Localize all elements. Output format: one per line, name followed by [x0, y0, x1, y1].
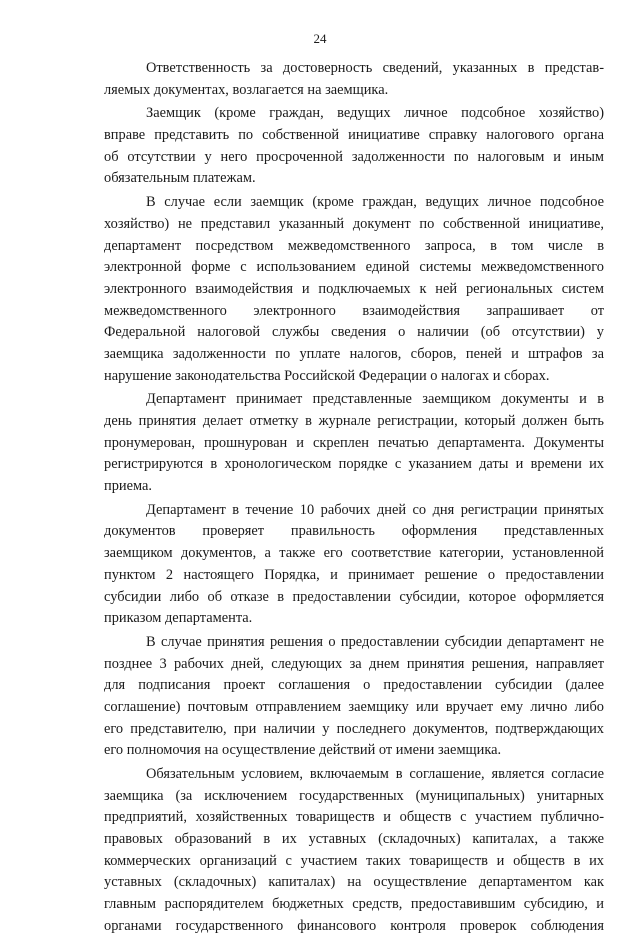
paragraph-line: Департамент принимает представленные заемщиком документы и в [146, 391, 604, 408]
paragraph-line: документов проверяет правильность оформления представленных [104, 523, 604, 540]
paragraph-line: пронумерован, прошнурован и скреплен печатью департамента. Документы [104, 434, 604, 451]
paragraph-line: хозяйство) не представил указанный документ по собственной инициативе, [104, 215, 604, 232]
paragraph-line: Обязательным условием, включаемым в соглашение, является согласие [146, 766, 604, 782]
paragraph-line: Ответственность за достоверность сведений, указанных в представ- [146, 60, 604, 76]
paragraph-line: Федеральной налоговой службы сведения о наличии (об отсутствии) у [104, 324, 604, 341]
paragraph [104, 58, 604, 101]
paragraph-line: позднее 3 рабочих дней, следующих за днем принятия решения, направляет [104, 655, 604, 672]
paragraph-line: правовых образований в их уставных (складочных) капиталах, а также [104, 831, 604, 848]
paragraph-line: В случае принятия решения о предоставлении субсидии департамент не [146, 633, 604, 650]
paragraph-line: электронной форме с использованием единой системы межведомственного [104, 259, 604, 276]
paragraph-line: заемщиком документов, а также его соответствие категории, установленной [104, 545, 604, 562]
paragraph-line: соглашение) почтовым отправлением заемщику или вручает ему лично либо [104, 698, 604, 715]
paragraph-line: органами государственного финансового контроля проверок соблюдения [104, 917, 604, 934]
paragraph [104, 389, 604, 497]
page-number: 24 [313, 31, 327, 46]
paragraph-line: электронного взаимодействия и подключаемых к ней региональных систем [104, 280, 604, 297]
paragraph-line: приема. [104, 478, 152, 495]
paragraph-line: его полномочия на осуществление действий от имени заемщика. [104, 742, 502, 759]
paragraph [104, 632, 604, 762]
paragraph-line: Департамент в течение 10 рабочих дней со дня регистрации принятых [146, 501, 604, 518]
paragraph-line: уставных (складочных) капиталах) на осуществление департаментом как [104, 874, 604, 891]
paragraph-line: Заемщик (кроме граждан, ведущих личное подсобное хозяйство) [146, 105, 604, 122]
paragraph-line: субсидии либо об отказе в предоставлении субсидии, которое оформляется [104, 588, 604, 605]
paragraph-line: заемщика задолженности по уплате налогов, сборов, пеней и штрафов за [104, 345, 604, 362]
paragraph-line: главным распорядителем бюджетных средств, предоставившим субсидию, и [104, 896, 604, 913]
paragraph-line: коммерческих организаций с участием таких товариществ и обществ в их [104, 852, 604, 869]
paragraph-line: день принятия делает отметку в журнале регистрации, который должен быть [104, 413, 604, 429]
paragraph-line: регистрируются в хронологическом порядке с указанием даты и времени их [104, 456, 604, 473]
paragraph [104, 764, 604, 938]
paragraph-line: вправе представить по собственной инициативе справку налогового органа [104, 127, 604, 144]
paragraph-line: обязательным платежам. [104, 170, 256, 187]
paragraph [104, 500, 604, 630]
paragraph-line: пунктом 2 настоящего Порядка, и принимает решение о предоставлении [104, 566, 604, 583]
paragraph-line: ляемых документах, возлагается на заемщика. [104, 81, 389, 98]
paragraph-line: департамент посредством межведомственного запроса, в том числе в [104, 237, 604, 254]
paragraph [104, 192, 604, 387]
paragraph-line: межведомственного электронного взаимодействия запрашивает от [104, 302, 604, 319]
paragraph-line: заемщика (за исключением государственных (муниципальных) унитарных [104, 787, 604, 804]
paragraph-line: его представителю, при наличии у последнего документов, подтверждающих [104, 720, 604, 737]
paragraph-line: предприятий, хозяйственных товариществ и обществ с участием публично- [104, 809, 604, 826]
paragraph-line: В случае если заемщик (кроме граждан, ведущих личное подсобное [146, 194, 604, 211]
paragraph-line: для подписания проект соглашения о предоставлении субсидии (далее [104, 677, 604, 694]
paragraph [104, 103, 604, 190]
paragraph-line: об отсутствии у него просроченной задолженности по налоговым и иным [104, 148, 604, 165]
paragraph-line: нарушение законодательства Российской Федерации о налогах и сборах. [104, 367, 550, 384]
body-text [104, 58, 604, 938]
paragraph-line: приказом департамента. [104, 610, 253, 627]
